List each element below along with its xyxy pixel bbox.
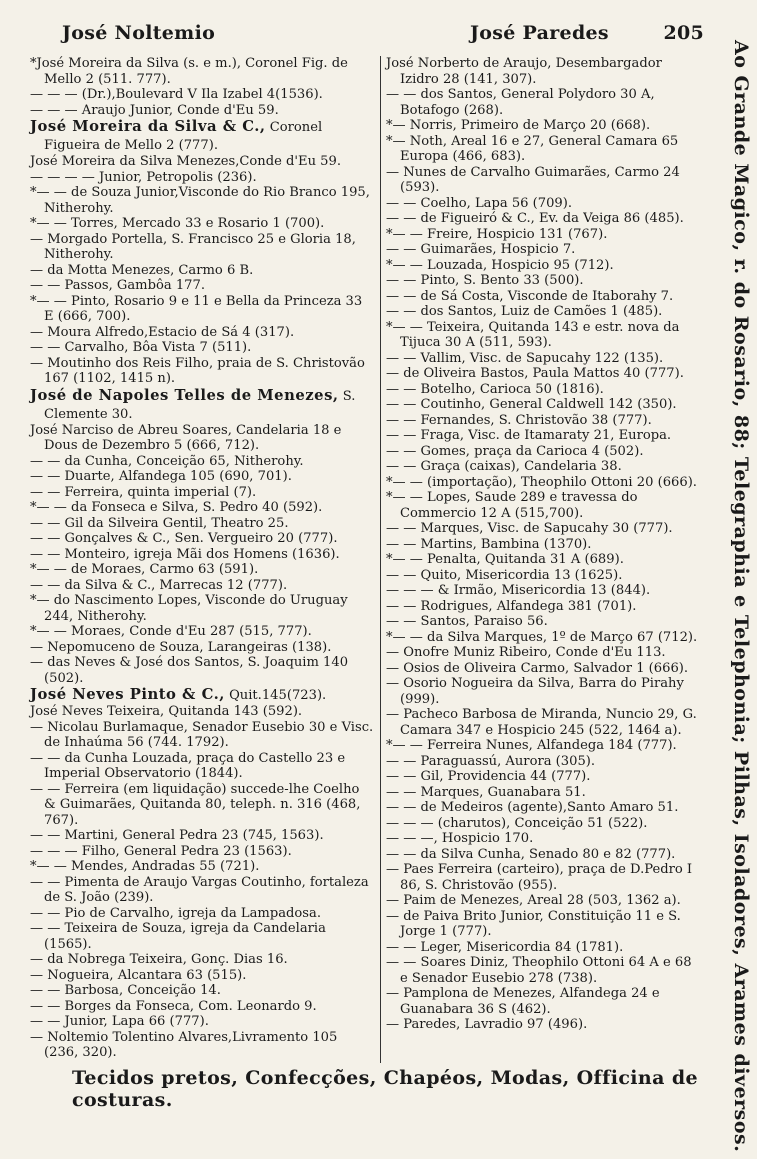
directory-entry <box>386 304 700 320</box>
right-column <box>386 56 700 1033</box>
entry-name: — Onofre Muniz Ribeiro, Conde d'Eu 113. <box>386 645 666 660</box>
directory-entry <box>30 387 375 423</box>
directory-entry <box>386 459 700 475</box>
entry-name: — das Neves & José dos Santos, S. Joaquim 140 (502). <box>30 655 349 686</box>
directory-entry <box>386 521 700 537</box>
directory-entry <box>386 940 700 956</box>
directory-entry <box>30 531 375 547</box>
directory-entry <box>30 185 375 216</box>
directory-entry <box>30 294 375 325</box>
entry-name: *— — Teixeira, Quitanda 143 e estr. nova da Tijuca 30 A (511, 593). <box>386 319 680 350</box>
directory-entry <box>386 769 700 785</box>
directory-entry <box>386 599 700 615</box>
entry-name: — — Ferreira, quinta imperial (7). <box>30 484 257 500</box>
entry-name: — — da Cunha Louzada, praça do Castello 23 e Imperial Observatorio (1844). <box>30 750 346 781</box>
directory-entry <box>386 258 700 274</box>
directory-entry <box>386 366 700 382</box>
left-column <box>30 56 375 1061</box>
entry-name: — Morgado Portella, S. Francisco 25 e Gloria 18, Nitherohy. <box>30 231 356 262</box>
directory-entry <box>30 593 375 624</box>
entry-name: — Nicolau Burlamaque, Senador Eusebio 30 e Visc. de Inhaúma 56 (744. 1792). <box>30 719 374 750</box>
directory-entry <box>30 1030 375 1061</box>
directory-entry <box>386 413 700 429</box>
entry-name: — — Graça (caixas), Candelaria 38. <box>386 459 622 474</box>
entry-name: — — Martini, General Pedra 23 (745, 1563). <box>30 828 324 843</box>
entry-name: — — Martins, Bambina (1370). <box>386 536 592 552</box>
directory-entry <box>30 263 375 279</box>
directory-entry <box>30 655 375 686</box>
entry-name: — — Paraguassú, Aurora (305). <box>386 753 596 769</box>
directory-entry <box>386 847 700 863</box>
entry-name: — — Gil, Providencia 44 (777). <box>386 769 591 784</box>
entry-name: — — Borges da Fonseca, Com. Leonardo 9. <box>30 998 317 1014</box>
directory-entry <box>30 844 375 860</box>
directory-entry <box>30 640 375 656</box>
entry-name: — — Marques, Visc. de Sapucahy 30 (777). <box>386 521 673 536</box>
entry-name: José Moreira da Silva Menezes,Conde d'Eu 59. <box>30 154 341 169</box>
directory-entry <box>386 134 700 165</box>
entry-name: — — —, Hospicio 170. <box>386 831 534 846</box>
entry-name: — da Nobrega Teixeira, Gonç. Dias 16. <box>30 952 288 967</box>
directory-entry <box>30 500 375 516</box>
entry-name: José Neves Pinto & C., <box>30 686 225 703</box>
entry-name: — — Coutinho, General Caldwell 142 (350). <box>386 397 677 412</box>
directory-entry <box>30 469 375 485</box>
entry-name: — — Teixeira de Souza, igreja da Candelaria (1565). <box>30 921 326 952</box>
directory-entry <box>30 356 375 387</box>
entry-name: — — Barbosa, Conceição 14. <box>30 983 221 998</box>
side-advertisement: Ao Grande Magico, r. do Rosario, 88; Telegraphia e Telephonia; Pilhas, Isoladores, Arames diversos. <box>730 40 752 1153</box>
directory-entry <box>386 862 700 893</box>
directory-entry <box>386 444 700 460</box>
directory-entry <box>386 909 700 940</box>
entry-name: — — de Figueiró & C., Ev. da Veiga 86 (485). <box>386 211 684 226</box>
directory-entry <box>386 118 700 134</box>
entry-name: — de Oliveira Bastos, Paula Mattos 40 (777). <box>386 366 684 381</box>
entry-name: — — Gonçalves & C., Sen. Vergueiro 20 (777). <box>30 531 338 546</box>
directory-entry <box>30 875 375 906</box>
directory-entry <box>386 320 700 351</box>
directory-entry <box>30 325 375 341</box>
directory-entry <box>386 630 700 646</box>
entry-name: — — da Cunha, Conceição 65, Nitherohy. <box>30 453 304 469</box>
directory-entry <box>30 828 375 844</box>
directory-entry <box>30 686 375 704</box>
entry-name: *— — (importação), Theophilo Ottoni 20 (666). <box>386 474 697 490</box>
directory-entry <box>386 552 700 568</box>
entry-name: — — da Silva & C., Marrecas 12 (777). <box>30 577 288 593</box>
entry-name: *— — de Moraes, Carmo 63 (591). <box>30 562 259 577</box>
directory-entry <box>386 893 700 909</box>
entry-name: — — — (Dr.),Boulevard V Ila Izabel 4(1536). <box>30 87 323 102</box>
directory-entry <box>386 289 700 305</box>
header-left-name: José Noltemio <box>62 22 216 44</box>
directory-entry <box>30 782 375 829</box>
entry-name: *— — Pinto, Rosario 9 e 11 e Bella da Princeza 33 E (666, 700). <box>30 293 363 324</box>
directory-entry <box>30 704 375 720</box>
entry-name: *— — Torres, Mercado 33 e Rosario 1 (700). <box>30 216 325 231</box>
entry-name: — — dos Santos, Luiz de Camões 1 (485). <box>386 304 663 319</box>
directory-entry <box>386 955 700 986</box>
entry-name: — — dos Santos, General Polydoro 30 A, Botafogo (268). <box>386 87 655 118</box>
entry-name: — — — & Irmão, Misericordia 13 (844). <box>386 583 651 598</box>
directory-entry <box>386 568 700 584</box>
entry-address: Quit.145(723). <box>224 688 327 703</box>
directory-entry <box>386 490 700 521</box>
entry-name: — — — — Junior, Petropolis (236). <box>30 169 257 185</box>
directory-entry <box>30 983 375 999</box>
directory-entry <box>386 87 700 118</box>
entry-name: — — Quito, Misericordia 13 (1625). <box>386 567 623 583</box>
directory-entry <box>30 751 375 782</box>
directory-entry <box>30 720 375 751</box>
page-header <box>40 22 710 48</box>
entry-name: *— Noth, Areal 16 e 27, General Camara 65 Europa (466, 683). <box>386 133 679 164</box>
entry-name: — Noltemio Tolentino Alvares,Livramento 105 (236, 320). <box>30 1029 338 1060</box>
directory-entry <box>30 562 375 578</box>
directory-entry <box>30 232 375 263</box>
directory-entry <box>30 103 375 119</box>
entry-name: — — da Silva Cunha, Senado 80 e 82 (777). <box>386 846 676 862</box>
directory-entry <box>30 547 375 563</box>
entry-name: — — Coelho, Lapa 56 (709). <box>386 195 573 211</box>
entry-name: *— — da Fonseca e Silva, S. Pedro 40 (592). <box>30 500 323 515</box>
directory-entry <box>30 278 375 294</box>
directory-entry <box>386 661 700 677</box>
entry-name: *— — Louzada, Hospicio 95 (712). <box>386 257 614 273</box>
directory-entry <box>30 170 375 186</box>
directory-entry <box>386 754 700 770</box>
directory-entry <box>386 537 700 553</box>
entry-name: José Narciso de Abreu Soares, Candelaria 18 e Dous de Dezembro 5 (666, 712). <box>30 422 342 453</box>
entry-name: *José Moreira da Silva (s. e m.), Coronel Fig. de Mello 2 (511. 777). <box>30 56 348 87</box>
directory-entry <box>30 454 375 470</box>
directory-entry <box>386 614 700 630</box>
directory-entry <box>386 1017 700 1033</box>
directory-entry <box>30 516 375 532</box>
entry-name: — Nogueira, Alcantara 63 (515). <box>30 967 247 983</box>
entry-name: — — Gomes, praça da Carioca 4 (502). <box>386 443 644 459</box>
entry-name: *— — Freire, Hospicio 131 (767). <box>386 226 608 242</box>
entry-name: *— do Nascimento Lopes, Visconde do Uruguay 244, Nitherohy. <box>30 593 348 624</box>
entry-name: — da Motta Menezes, Carmo 6 B. <box>30 262 254 278</box>
entry-name: — Paredes, Lavradio 97 (496). <box>386 1017 588 1032</box>
entry-name: — — Botelho, Carioca 50 (1816). <box>386 381 604 397</box>
entry-name: — — Fernandes, S. Christovão 38 (777). <box>386 412 652 428</box>
directory-entry <box>386 273 700 289</box>
directory-entry <box>30 118 375 154</box>
entry-name: — — Pimenta de Araujo Vargas Coutinho, fortaleza de S. João (239). <box>30 874 369 905</box>
header-right-name: José Paredes <box>470 22 609 44</box>
directory-entry <box>386 831 700 847</box>
entry-name: — — Pio de Carvalho, igreja da Lampadosa. <box>30 905 321 921</box>
directory-entry <box>386 738 700 754</box>
entry-name: — — Pinto, S. Bento 33 (500). <box>386 273 584 288</box>
entry-name: *— — Penalta, Quitanda 31 A (689). <box>386 552 624 567</box>
entry-name: — Osios de Oliveira Carmo, Salvador 1 (666). <box>386 660 689 676</box>
entry-name: — — Passos, Gambôa 177. <box>30 278 205 293</box>
directory-entry <box>386 645 700 661</box>
entry-name: — Paim de Menezes, Areal 28 (503, 1362 a). <box>386 893 681 908</box>
entry-name: — — Guimarães, Hospicio 7. <box>386 242 576 257</box>
entry-address: Coronel Figueira de Mello 2 (777). <box>44 120 323 153</box>
entry-name: *— — Moraes, Conde d'Eu 287 (515, 777). <box>30 624 312 639</box>
entry-name: — — de Sá Costa, Visconde de Itaborahy 7. <box>386 288 674 304</box>
directory-entry <box>386 227 700 243</box>
entry-name: — — Leger, Misericordia 84 (1781). <box>386 939 624 955</box>
directory-entry <box>386 242 700 258</box>
directory-entry <box>386 475 700 491</box>
entry-name: — — Duarte, Alfandega 105 (690, 701). <box>30 469 292 484</box>
entry-name: *— Norris, Primeiro de Março 20 (668). <box>386 118 651 133</box>
entry-name: — — — (charutos), Conceição 51 (522). <box>386 815 648 831</box>
entry-name: — — — Filho, General Pedra 23 (1563). <box>30 843 292 859</box>
entry-name: — — Santos, Paraiso 56. <box>386 614 548 629</box>
directory-entry <box>386 351 700 367</box>
directory-entry <box>386 986 700 1017</box>
entry-name: — — de Medeiros (agente),Santo Amaro 51. <box>386 800 679 815</box>
entry-name: — — Rodrigues, Alfandega 381 (701). <box>386 598 637 614</box>
directory-entry <box>30 1014 375 1030</box>
directory-entry <box>386 56 700 87</box>
entry-name: — — Fraga, Visc. de Itamaraty 21, Europa. <box>386 428 672 443</box>
footer-advertisement: Tecidos pretos, Confecções, Chapéos, Modas, Officina de costuras. <box>72 1067 699 1111</box>
directory-entry <box>30 56 375 87</box>
directory-entry <box>30 578 375 594</box>
entry-name: — Moura Alfredo,Estacio de Sá 4 (317). <box>30 324 295 340</box>
entry-name: — — Junior, Lapa 66 (777). <box>30 1014 209 1029</box>
entry-name: — de Paiva Brito Junior, Constituição 11 e S. Jorge 1 (777). <box>386 908 681 939</box>
entry-name: — Nepomuceno de Souza, Larangeiras (138). <box>30 639 332 655</box>
directory-entry <box>30 485 375 501</box>
entry-name: — — Soares Diniz, Theophilo Ottoni 64 A e 68 e Senador Eusebio 278 (738). <box>386 955 692 986</box>
entry-name: — Pamplona de Menezes, Alfandega 24 e Guanabara 36 S (462). <box>386 986 660 1017</box>
entry-name: *— — Ferreira Nunes, Alfandega 184 (777). <box>386 738 677 753</box>
entry-name: — Osorio Nogueira da Silva, Barra do Pirahy (999). <box>386 676 684 707</box>
directory-entry <box>386 800 700 816</box>
directory-entry <box>30 154 375 170</box>
directory-entry <box>386 785 700 801</box>
entry-name: — Nunes de Carvalho Guimarães, Carmo 24 (593). <box>386 164 680 195</box>
page-number: 205 <box>663 22 704 44</box>
entry-name: — — Monteiro, igreja Mãi dos Homens (1636). <box>30 546 340 562</box>
directory-entry <box>30 216 375 232</box>
directory-entry <box>386 397 700 413</box>
directory-entry <box>386 428 700 444</box>
entry-name: *— — Lopes, Saude 289 e travessa do Commercio 12 A (515,700). <box>386 490 638 521</box>
directory-entry <box>386 211 700 227</box>
directory-entry <box>386 816 700 832</box>
entry-name: José de Napoles Telles de Menezes, <box>30 386 339 404</box>
directory-entry <box>386 196 700 212</box>
directory-entry <box>30 952 375 968</box>
entry-name: — Moutinho dos Reis Filho, praia de S. Christovão 167 (1102, 1415 n). <box>30 355 365 386</box>
column-divider <box>380 56 381 1063</box>
directory-entry <box>386 382 700 398</box>
entry-name: — Pacheco Barbosa de Miranda, Nuncio 29, G. Camara 347 e Hospicio 245 (522, 1464 a). <box>386 707 697 738</box>
entry-name: — Paes Ferreira (carteiro), praça de D.Pedro I 86, S. Christovão (955). <box>386 862 693 893</box>
entry-name: — — — Araujo Junior, Conde d'Eu 59. <box>30 102 279 118</box>
entry-name: José Norberto de Araujo, Desembargador Izidro 28 (141, 307). <box>386 56 662 87</box>
directory-entry <box>386 707 700 738</box>
entry-name: — — Marques, Guanabara 51. <box>386 784 586 800</box>
directory-entry <box>386 583 700 599</box>
entry-name: *— — da Silva Marques, 1º de Março 67 (712). <box>386 629 698 645</box>
directory-entry <box>386 165 700 196</box>
directory-entry <box>30 921 375 952</box>
entry-name: *— — Mendes, Andradas 55 (721). <box>30 859 260 874</box>
directory-entry <box>30 423 375 454</box>
entry-name: — — Ferreira (em liquidação) succede-lhe Coelho & Guimarães, Quitanda 80, teleph. n. 316 (468, 767). <box>30 781 361 828</box>
entry-name: — — Gil da Silveira Gentil, Theatro 25. <box>30 515 289 531</box>
directory-entry <box>30 340 375 356</box>
directory-entry <box>30 624 375 640</box>
entry-name: — — Carvalho, Bôa Vista 7 (511). <box>30 340 252 355</box>
directory-entry <box>30 87 375 103</box>
directory-entry <box>30 999 375 1015</box>
entry-address: S. Clemente 30. <box>44 388 356 422</box>
directory-entry <box>30 859 375 875</box>
entry-name: José Moreira da Silva & C., <box>30 118 266 135</box>
entry-name: *— — de Souza Junior,Visconde do Rio Branco 195, Nitherohy. <box>30 185 370 216</box>
entry-name: — — Vallim, Visc. de Sapucahy 122 (135). <box>386 350 664 366</box>
directory-entry <box>30 906 375 922</box>
entry-name: José Neves Teixeira, Quitanda 143 (592). <box>30 704 303 719</box>
directory-entry <box>30 968 375 984</box>
directory-entry <box>386 676 700 707</box>
